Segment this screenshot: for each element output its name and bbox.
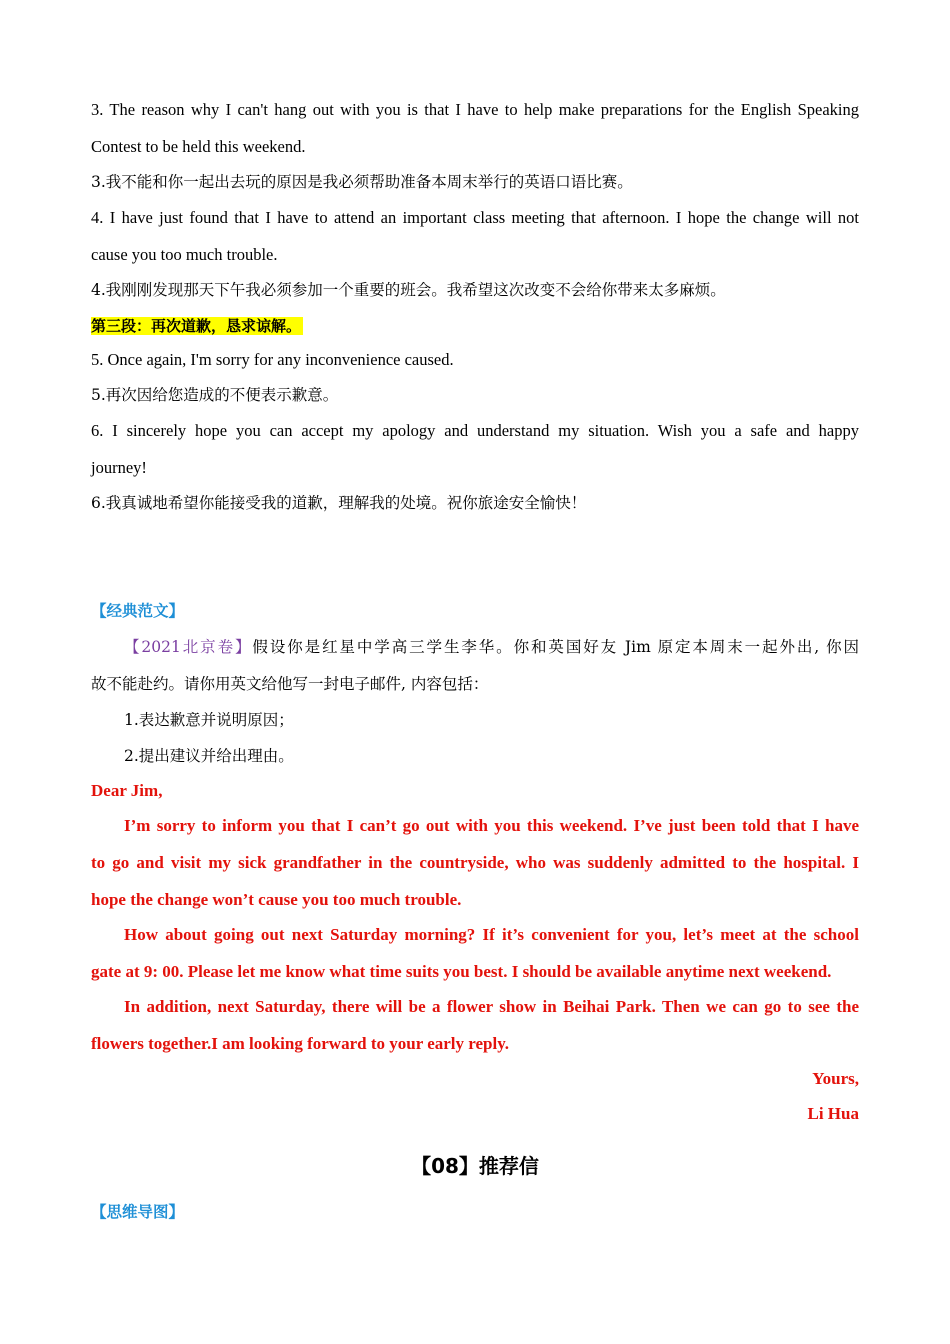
classic-point2: 2.提出建议并给出理由。 bbox=[124, 747, 294, 765]
classic-point1: 1.表达歉意并说明原因； bbox=[124, 711, 294, 729]
item5-en: 5. Once again, I'm sorry for any inconvenience caused. bbox=[91, 350, 454, 369]
item6-en-line1: 6. I sincerely hope you can accept my apology and understand my situation. Wish you a safe and happy bbox=[91, 421, 859, 440]
letter-p2-line2: gate at 9: 00. Please let me know what time suits you best. I should be available anytime next weekend. bbox=[91, 962, 832, 981]
mindmap-heading: 【思维导图】 bbox=[91, 1203, 185, 1221]
para3-heading bbox=[91, 315, 859, 337]
source-label: 【2021北京卷】 bbox=[124, 638, 253, 656]
item3-cn: 3.我不能和你一起出去玩的原因是我必须帮助准备本周末举行的英语口语比赛。 bbox=[91, 173, 633, 191]
classic-prompt-line2: 故不能赴约。请你用英文给他写一封电子邮件, 内容包括： bbox=[91, 675, 489, 693]
item6-cn: 6.我真诚地希望你能接受我的道歉，理解我的处境。祝你旅途安全愉快！ bbox=[91, 494, 587, 512]
letter-p1-line3: hope the change won’t cause you too much trouble. bbox=[91, 890, 462, 909]
section-title: 【08】推荐信 bbox=[411, 1154, 539, 1178]
letter-greeting: Dear Jim, bbox=[91, 781, 163, 800]
classic-prompt-line1 bbox=[91, 636, 859, 658]
classic-heading: 【经典范文】 bbox=[91, 602, 185, 620]
item3-en-line2: Contest to be held this weekend. bbox=[91, 137, 306, 156]
item3-en-line1: 3. The reason why I can't hang out with you is that I have to help make preparations for the English Speaking bbox=[91, 100, 859, 119]
letter-p3-line2: flowers together.I am looking forward to your early reply. bbox=[91, 1034, 510, 1053]
para3-heading-text: 第三段：再次道歉，恳求谅解。 bbox=[91, 317, 302, 335]
letter-p3-line1: In addition, next Saturday, there will be a flower show in Beihai Park. Then we can go to see the bbox=[124, 997, 859, 1016]
item5-cn: 5.再次因给您造成的不便表示歉意。 bbox=[91, 386, 339, 404]
item6-en-line2: journey! bbox=[91, 458, 147, 477]
prompt-text-1: 假设你是红星中学高三学生李华。你和英国好友 Jim 原定本周末一起外出, 你因 bbox=[252, 638, 859, 656]
item4-en-line2: cause you too much trouble. bbox=[91, 245, 278, 264]
letter-p1-line2: to go and visit my sick grandfather in the countryside, who was suddenly admitted to the hospital. I bbox=[91, 853, 859, 872]
letter-signature: Li Hua bbox=[807, 1104, 859, 1123]
item4-cn: 4.我刚刚发现那天下午我必须参加一个重要的班会。我希望这次改变不会给你带来太多麻烦。 bbox=[91, 281, 726, 299]
letter-p2-line1: How about going out next Saturday morning? If it’s convenient for you, let’s meet at the school bbox=[124, 925, 859, 944]
item4-en-line1: 4. I have just found that I have to attend an important class meeting that afternoon. I hope the change will not bbox=[91, 208, 859, 227]
letter-p1-line1: I’m sorry to inform you that I can’t go out with you this weekend. I’ve just been told that I have bbox=[124, 816, 859, 835]
letter-closing: Yours, bbox=[812, 1069, 859, 1088]
